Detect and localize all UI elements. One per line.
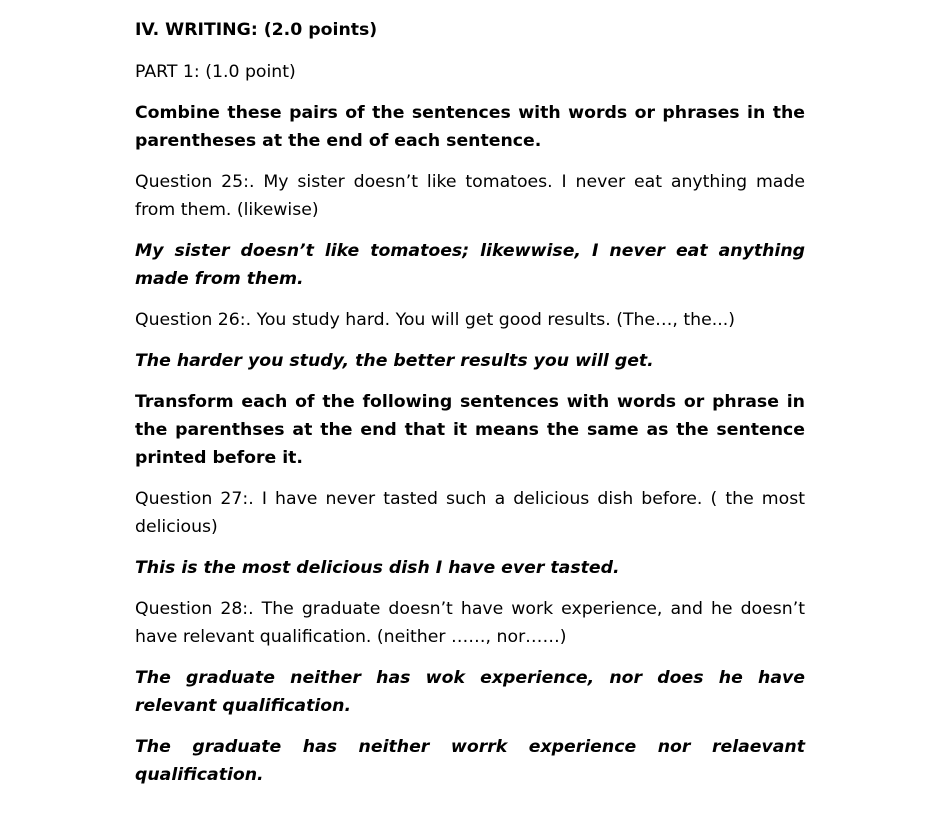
question-25: Question 25:. My sister doesn’t like tomatoes. I never eat anything made from them. (likewise) <box>135 172 805 220</box>
part-label: PART 1: (1.0 point) <box>135 62 296 82</box>
answer-28-alternative: The graduate has neither worrk experience nor relaevant qualification. <box>135 737 805 785</box>
instruction-combine: Combine these pairs of the sentences with words or phrases in the parentheses at the end of each sentence. <box>135 103 805 151</box>
worksheet-content <box>135 16 805 802</box>
answer-27: This is the most delicious dish I have ever tasted. <box>135 558 620 578</box>
section-title: IV. WRITING: (2.0 points) <box>135 20 378 40</box>
answer-28: The graduate neither has wok experience, nor does he have relevant qualification. <box>135 668 805 716</box>
answer-25: My sister doesn’t like tomatoes; likewwise, I never eat anything made from them. <box>135 241 805 289</box>
instruction-transform: Transform each of the following sentences with words or phrase in the parenthses at the end that it means the same as the sentence printed before it. <box>135 392 805 468</box>
question-28: Question 28:. The graduate doesn’t have work experience, and he doesn’t have relevant qualification. (neither ……, nor……) <box>135 599 805 647</box>
question-26: Question 26:. You study hard. You will get good results. (The…, the...) <box>135 310 735 330</box>
question-27: Question 27:. I have never tasted such a delicious dish before. ( the most delicious) <box>135 489 805 537</box>
answer-26: The harder you study, the better results you will get. <box>135 351 654 371</box>
